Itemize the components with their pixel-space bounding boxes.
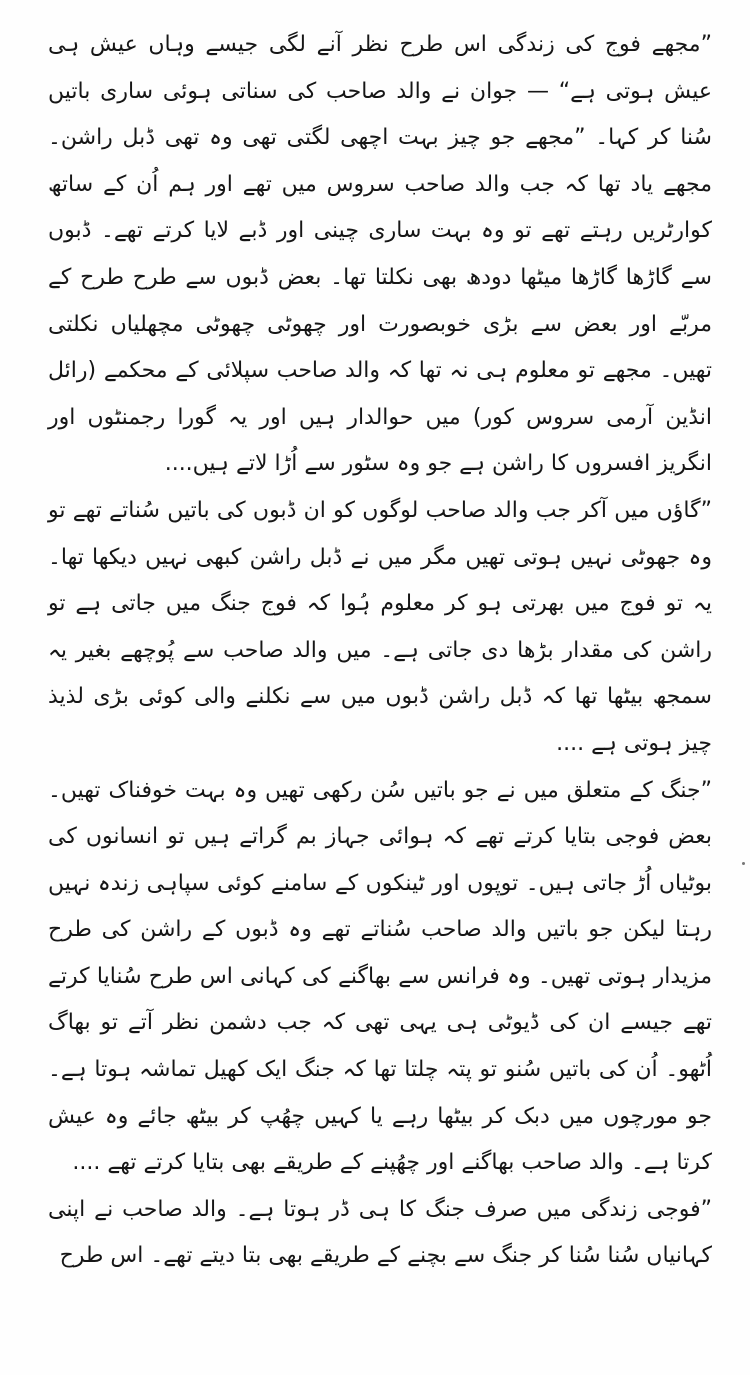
urdu-text-body bbox=[48, 22, 712, 1280]
paragraph-2: ”گاؤں میں آکر جب والد صاحب لوگوں کو ان ڈبوں کی باتیں سُناتے تھے تو وہ جھوٹی نہیں ہوتی تھیں مگر میں نے ڈبل راشن کبھی نہیں دیکھا تھا۔ یہ تو فوج میں بھرتی ہو کر معلوم ہُوا کہ فوج جنگ میں جاتی ہے تو راشن کی مقدار بڑھا دی جاتی ہے۔ میں والد صاحب سے پُوچھے بغیر یہ سمجھ بیٹھا تھا کہ ڈبل راشن ڈبوں میں سے نکلنے والی کوئی بڑی لذیذ چیز ہوتی ہے .... bbox=[48, 497, 712, 756]
scan-speck bbox=[742, 862, 745, 865]
paragraph-3: ”جنگ کے متعلق میں نے جو باتیں سُن رکھی تھیں وہ بہت خوفناک تھیں۔ بعض فوجی بتایا کرتے تھے کہ ہوائی جہاز بم گراتے ہیں تو انسانوں کی بوٹیاں اُڑ جاتی ہیں۔ توپوں اور ٹینکوں کے سامنے کوئی سپاہی زندہ نہیں رہتا لیکن جو باتیں والد صاحب سُناتے تھے وہ ڈبوں کے راشن کی طرح مزیدار ہوتی تھیں۔ وہ فرانس سے بھاگنے کی کہانی اس طرح سُنایا کرتے تھے جیسے ان کی ڈیوٹی ہی یہی تھی کہ جب دشمن نظر آتے تو بھاگ اُٹھو۔ اُن کی باتیں سُنو تو پتہ چلتا تھا کہ جنگ ایک کھیل تماشہ ہوتا ہے۔ جو مورچوں میں دبک کر بیٹھا رہے یا کہیں چھُپ کر بیٹھ جائے وہ عیش کرتا ہے۔ والد صاحب بھاگنے اور چھُپنے کے طریقے بھی بتایا کرتے تھے .... bbox=[48, 777, 712, 1176]
paragraph-1: ”مجھے فوج کی زندگی اس طرح نظر آنے لگی جیسے وہاں عیش ہی عیش ہوتی ہے“ — جوان نے والد صاحب کی سناتی ہوئی ساری باتیں سُنا کر کہا۔ ”مجھے جو چیز بہت اچھی لگتی تھی وہ تھی ڈبل راشن۔ مجھے یاد تھا کہ جب والد صاحب سروس میں تھے اور ہم اُن کے ساتھ کوارٹریں رہتے تھے تو وہ بہت ساری چینی اور ڈبے لایا کرتے تھے۔ ڈبوں سے گاڑھا گاڑھا میٹھا دودھ بھی نکلتا تھا۔ بعض ڈبوں سے طرح طرح کے مربّے اور بعض سے بڑی خوبصورت اور چھوٹی چھوٹی مچھلیاں نکلتی تھیں۔ مجھے تو معلوم ہی نہ تھا کہ والد صاحب سپلائی کے محکمے (رائل انڈین آرمی سروس کور) میں حوالدار ہیں اور یہ گورا رجمنٹوں اور انگریز افسروں کا راشن ہے جو وہ سٹور سے اُڑا لاتے ہیں.... bbox=[48, 32, 712, 477]
paragraph-4: ”فوجی زندگی میں صرف جنگ کا ہی ڈر ہوتا ہے۔ والد صاحب نے اپنی کہانیاں سُنا سُنا کر جنگ سے بچنے کے طریقے بھی بتا دیتے تھے۔ اس طرح bbox=[48, 1196, 712, 1269]
